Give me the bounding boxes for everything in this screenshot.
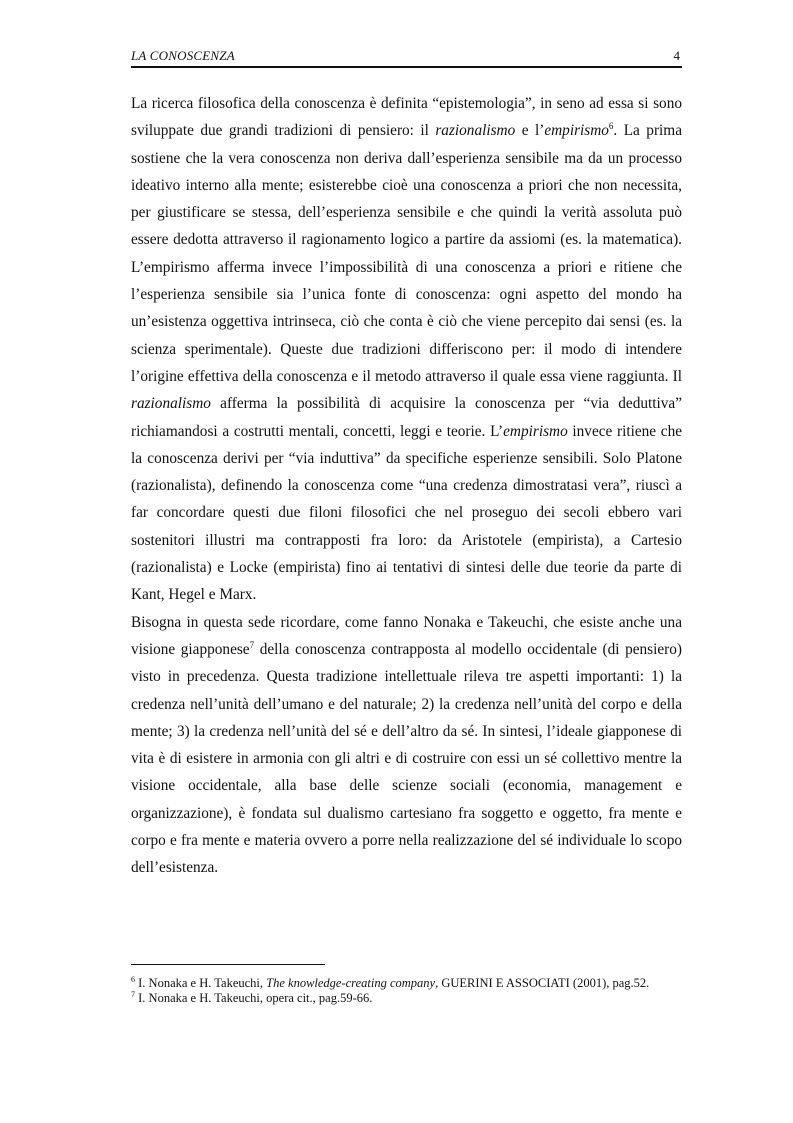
paragraph-2 [131,609,682,882]
text-span: I. Nonaka e H. Takeuchi, [135,976,267,990]
footnote-marker: 7 [131,990,135,999]
chapter-title: LA CONOSCENZA [131,48,235,63]
text-span: invece ritiene che la conoscenza derivi per “via induttiva” da specifiche esperienze sensibili. Solo Platone (razionalista), definendo la conoscenza come “una credenza dimostratasi vera”, riuscì a far concordare questi due filoni filosofici che nel proseguo dei secoli ebbero vari sostenitori illustri ma contrapposti fra loro: da Aristotele (empirista), a Cartesio (razionalista) e Locke (empirista) fino ai tentativi di sintesi delle due teorie da parte di Kant, Hegel e Marx. [131,422,683,604]
text-span: Bisogna in questa sede ricordare, come fanno Nonaka e Takeuchi, che esiste anche una visione giapponese [131,613,682,658]
text-span: della conoscenza contrapposta al modello occidentale (di pensiero) visto in precedenza. Questa tradizione intellettuale rileva tre aspetti importanti: 1) la credenza nell’unità dell’umano e del naturale; 2) la credenza nell’unità del corpo e della mente; 3) la credenza nell’unità del sé e dell’altro da sé. In sintesi, l’ideale giapponese di vita è di esistere in armonia con gli altri e di costruire con essi un sé collettivo mentre la visione occidentale, alla base delle scienze sociali (economia, management e organizzazione), è fondata sul dualismo cartesiano fra soggetto e oggetto, fra mente e corpo e fra mente e materia ovvero a porre nella realizzazione del sé individuale lo scopo dell’esistenza. [131,640,682,877]
footnote-ref-7[interactable]: 7 [249,639,255,650]
book-title: The knowledge-creating company [266,976,436,990]
footnote-6 [131,976,682,991]
paragraph-1 [131,90,682,609]
running-header [131,44,682,68]
text-span: afferma la possibilità di acquisire la conoscenza per “via deduttiva” richiamandosi a costrutti mentali, concetti, leggi e teorie. L’ [131,395,682,440]
italic-term: empirismo [544,122,609,140]
page-number: 4 [673,48,680,63]
text-span: e l’ [515,122,545,140]
footnote-7 [131,991,682,1006]
footnotes [131,976,682,1006]
italic-term: razionalismo [435,122,516,140]
text-span: La ricerca filosofica della conoscenza è definita “epistemologia”, in seno ad essa si sono sviluppate due grandi tradizioni di pensiero: il [131,95,682,140]
footnote-ref-6[interactable]: 6 [608,121,614,132]
text-span: . La prima sostiene che la vera conoscenza non deriva dall’esperienza sensibile ma da un processo ideativo interno alla mente; esisterebbe cioè una conoscenza a priori che non necessita, per giustificare se stessa, dell’esperienza sensibile e che quindi la verità assoluta può essere dedotta attraverso il ragionamento logico a partire da assiomi (es. la matematica). L’empirismo afferma invece l’impossibilità di una conoscenza a priori e ritiene che l’esperienza sensibile sia l’unica fonte di conoscenza: ogni aspetto del mondo ha un’esistenza oggettiva intrinseca, ciò che conta è ciò che viene percepito dai sensi (es. la scienza sperimentale). Queste due tradizioni differiscono per: il modo di intendere l’origine effettiva della conoscenza e il metodo attraverso il quale essa viene raggiunta. Il [131,122,682,385]
body-text [131,90,682,882]
text-span: I. Nonaka e H. Takeuchi, opera cit., pag.59-66. [135,991,373,1005]
text-span: , GUERINI E ASSOCIATI (2001), pag.52. [435,976,650,990]
footnote-marker: 6 [131,975,135,984]
footnote-divider [131,964,325,965]
italic-term: razionalismo [131,395,211,413]
italic-term: empirismo [503,422,568,440]
